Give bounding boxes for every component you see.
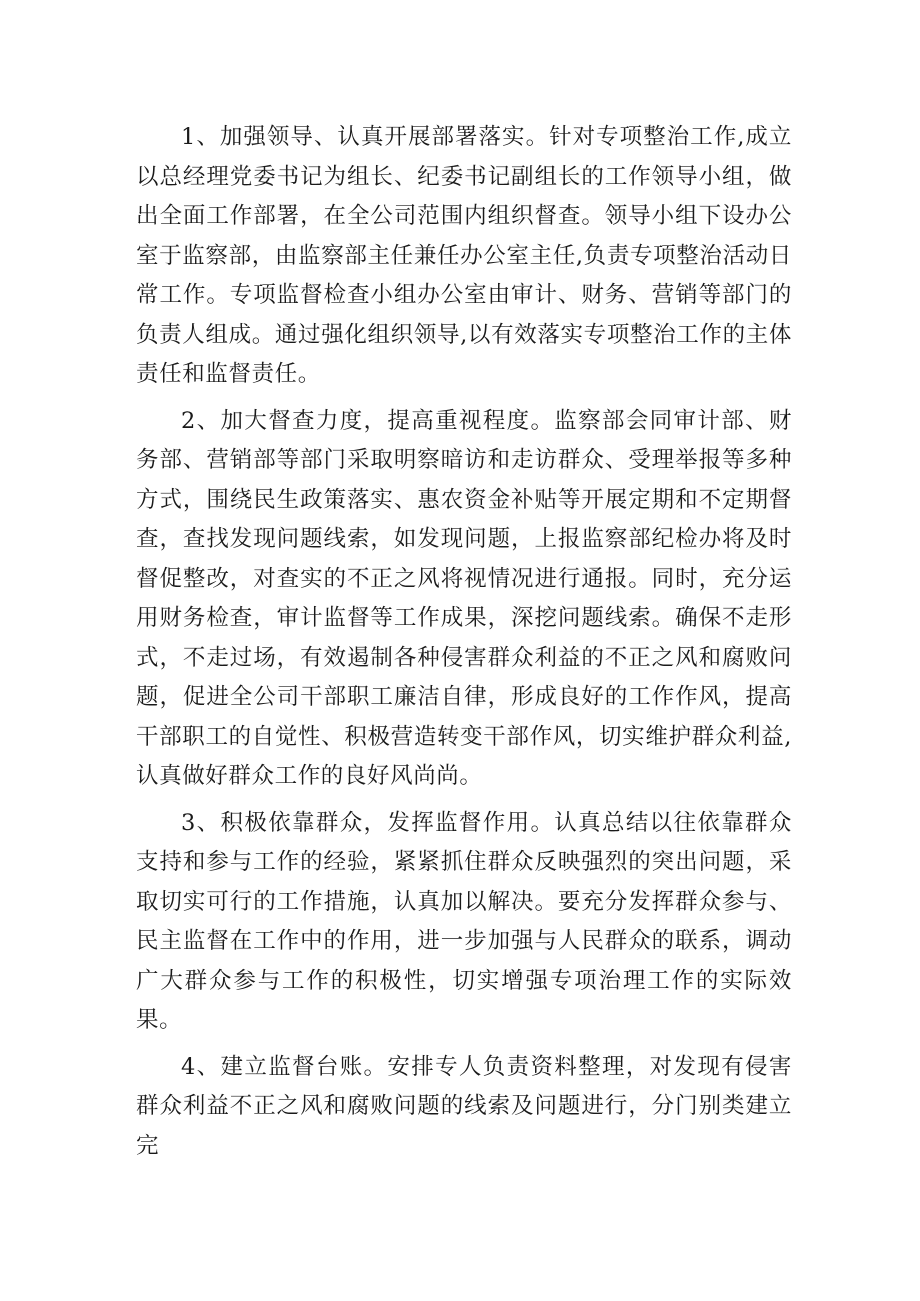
- paragraph-3: 3、积极依靠群众，发挥监督作用。认真总结以往依靠群众支持和参与工作的经验，紧紧抓住群众反映强烈的突出问题，采取切实可行的工作措施，认真加以解决。要充分发挥群众参与、民主监督在工作中的作用，进一步加强与人民群众的联系，调动广大群众参与工作的积极性，切实增强专项治理工作的实际效果。: [136, 809, 792, 1033]
- paragraph-1: 1、加强领导、认真开展部署落实。针对专项整治工作,成立以总经理党委书记为组长、纪委书记副组长的工作领导小组，做出全面工作部署，在全公司范围内组织督查。领导小组下设办公室于监察部，由监察部主任兼任办公室主任,负责专项整治活动日常工作。专项监督检查小组办公室由审计、财务、营销等部门的负责人组成。通过强化组织领导,以有效落实专项整治工作的主体责任和监督责任。: [136, 124, 792, 387]
- paragraph-2: 2、加大督查力度，提高重视程度。监察部会同审计部、财务部、营销部等部门采取明察暗访和走访群众、受理举报等多种方式，围绕民生政策落实、惠农资金补贴等开展定期和不定期督查，查找发现问题线索，如发现问题，上报监察部纪检办将及时督促整改，对查实的不正之风将视情况进行通报。同时，充分运用财务检查，审计监督等工作成果，深挖问题线索。确保不走形式，不走过场，有效遏制各种侵害群众利益的不正之风和腐败问题，促进全公司干部职工廉洁自律，形成良好的工作作风，提高干部职工的自觉性、积极营造转变干部作风，切实维护群众利益,认真做好群众工作的良好风尚尚。: [136, 407, 792, 789]
- document-body: [136, 118, 792, 1173]
- paragraph-4: 4、建立监督台账。安排专人负责资料整理，对发现有侵害群众利益不正之风和腐败问题的线索及问题进行，分门别类建立完: [136, 1053, 792, 1159]
